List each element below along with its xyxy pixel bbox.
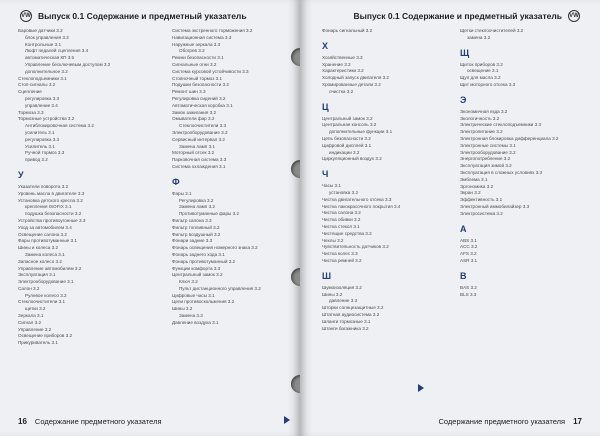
- index-letter-heading: Щ: [460, 47, 470, 58]
- index-entry: Сцепление: [18, 89, 42, 95]
- index-subentry: Обогрев 3.2: [179, 48, 205, 54]
- index-entry: Центральный замок 3.2: [172, 272, 223, 278]
- index-entry: Фонарь сигнальный 3.2: [322, 28, 373, 33]
- index-entry: Чистка двигательного отсека 3.3: [322, 196, 392, 202]
- index-subentry: привод 3.2: [25, 157, 48, 163]
- page-number: 16: [18, 417, 27, 426]
- index-entry: Фильтр топливный 3.2: [172, 224, 220, 230]
- index-entry: Замок зажигания 3.2: [172, 109, 217, 115]
- right-page-footer: [438, 417, 582, 426]
- footer-title: Содержание предметного указателя: [34, 417, 162, 426]
- index-entry: Чистка обивки 3.2: [322, 217, 361, 223]
- index-entry: Щит моторного отсека 3.3: [460, 81, 516, 87]
- index-subentry: управление 3.4: [25, 102, 58, 108]
- index-entry: Наружные зеркала 3.3: [172, 41, 221, 47]
- index-subentry: Управление бесключевым доступом 3.2: [25, 61, 111, 67]
- index-subentry: Замена колеса 3.1: [25, 251, 65, 257]
- index-entry: BAS 3.2: [460, 284, 477, 290]
- index-subentry: блок управления 3.3: [25, 34, 69, 40]
- index-entry: Уход за автомобилем 3.4: [18, 224, 72, 230]
- index-entry: Эксплуатация в сложных условиях 3.3: [460, 169, 543, 175]
- index-letter-heading: A: [460, 223, 467, 234]
- index-subentry: крепления ISOFIX 3.1: [25, 204, 72, 210]
- index-entry: Управление 3.2: [18, 326, 52, 332]
- next-page-arrow-icon: [284, 416, 290, 424]
- index-entry: Ремонт шин 3.3: [172, 89, 206, 95]
- index-entry: Эффективность 3.1: [460, 197, 503, 203]
- index-entry: Эксплуатация 3.1: [18, 272, 56, 278]
- index-entry: Фильтр воздушный 3.2: [172, 231, 221, 237]
- index-entry: Фонарь освещения номерного знака 3.2: [172, 245, 258, 251]
- index-letter-heading: Ч: [322, 169, 329, 180]
- index-entry: Фонари задние 3.3: [172, 238, 213, 244]
- index-entry: Омыватели фар 3.2: [172, 116, 215, 122]
- index-letter-heading: Ц: [322, 101, 329, 112]
- index-entry: Сервисный интервал 3.2: [172, 136, 225, 142]
- index-subentry: подушка безопасности 3.2: [25, 211, 82, 217]
- index-entry: Установка детского кресла 3.2: [18, 197, 83, 203]
- index-entry: Давление воздуха 3.1: [172, 319, 219, 325]
- index-entry: Указатели поворота 3.2: [18, 183, 69, 189]
- index-subentry: Замена 3.3: [179, 313, 203, 319]
- index-entry: ASR 3.1: [460, 257, 478, 263]
- index-subentry: Ручной тормоз 3.3: [25, 150, 65, 156]
- index-entry: Стоп-сигналы 3.2: [18, 82, 56, 88]
- index-subentry: установка 3.2: [329, 189, 359, 195]
- index-entry: Система экстренного торможения 3.2: [172, 28, 253, 33]
- vw-logo-icon: VW: [568, 10, 580, 22]
- index-entry: Фары противотуманные 3.1: [18, 238, 77, 244]
- index-entry: Электрические стеклоподъемники 3.3: [460, 122, 542, 128]
- index-subentry: Замена ламп 3.2: [179, 204, 215, 210]
- index-entry: Цифровой дисплей 3.1: [322, 142, 372, 148]
- index-entry: Тормозные устройства 3.2: [18, 116, 75, 122]
- index-entry: Цепь безопасности 3.2: [322, 135, 371, 141]
- right-index-column-1: [322, 28, 444, 332]
- index-subentry: усилитель 3.1: [25, 129, 55, 135]
- index-subentry: Противотуманные фары 3.2: [179, 211, 239, 217]
- index-entry: Электросистема 3.2: [460, 210, 503, 216]
- index-entry: Щуп для масла 3.2: [460, 75, 501, 81]
- index-entry: Цифровые часы 3.1: [172, 292, 215, 298]
- index-entry: Электронный иммобилайзер 3.3: [460, 203, 530, 209]
- index-entry: Чистящие средства 3.2: [322, 230, 372, 236]
- index-entry: Электропитание 3.2: [460, 129, 503, 135]
- index-entry: Хромированные детали 3.2: [322, 81, 381, 87]
- index-entry: Чистка колес 3.3: [322, 251, 358, 257]
- index-entry: Чувствительность датчиков 3.2: [322, 244, 389, 250]
- index-letter-heading: Ф: [172, 176, 180, 187]
- index-entry: Навигационная система 3.3: [172, 34, 232, 40]
- index-entry: BLS 3.3: [460, 291, 477, 297]
- right-page: [300, 0, 600, 436]
- index-subentry: освещение 3.1: [467, 68, 499, 74]
- index-entry: Хозяйственные 3.3: [322, 54, 363, 60]
- index-entry: ABS 3.1: [460, 237, 477, 243]
- index-entry: Ремни безопасности 3.1: [172, 55, 224, 61]
- index-subentry: Ключ 3.2: [179, 279, 198, 285]
- index-subentry: замена 3.2: [467, 34, 491, 40]
- index-entry: Стояночный тормоз 3.1: [172, 75, 223, 81]
- index-entry: Электронная блокировка дифференциала 3.2: [460, 135, 559, 141]
- right-page-header: [353, 10, 580, 22]
- index-entry: Фильтр салона 3.3: [172, 217, 212, 223]
- index-entry: Управление автомобилем 3.2: [18, 265, 82, 271]
- index-entry: Электрооборудование 3.2: [460, 149, 516, 155]
- index-entry: Сигнал 3.2: [18, 319, 41, 325]
- index-subentry: Рулевое колесо 3.2: [25, 292, 67, 298]
- index-entry: Регулировка сидений 3.2: [172, 95, 226, 101]
- index-entry: Электрооборудование 3.1: [18, 279, 74, 285]
- index-entry: Штатная аудиосистема 3.2: [322, 311, 380, 317]
- index-subentry: автоматическая КП 3.5: [25, 55, 75, 61]
- index-entry: Электрооборудование 3.2: [172, 129, 228, 135]
- index-subentry: дополнительные функции 3.1: [329, 129, 393, 135]
- index-entry: Запасное колесо 3.2: [18, 258, 62, 264]
- index-entry: Эксплуатация зимой 3.2: [460, 163, 512, 169]
- index-entry: Щиток приборов 3.2: [460, 61, 503, 67]
- index-entry: Характеристики 3.2: [322, 68, 364, 74]
- index-entry: Освещение приборов 3.2: [18, 333, 73, 339]
- page-number: 17: [573, 417, 582, 426]
- index-entry: Чистка лакокрасочного покрытия 3.4: [322, 203, 401, 209]
- index-letter-heading: У: [18, 169, 24, 180]
- index-letter-heading: Ш: [322, 270, 332, 281]
- index-subentry: регулировка 3.3: [25, 136, 60, 142]
- index-entry: Парковочная система 3.3: [172, 157, 227, 163]
- index-subentry: Замена ламп 3.1: [179, 143, 215, 149]
- index-subentry: дополнительное 3.2: [25, 68, 68, 74]
- index-entry: Щетки стеклоочистителей 3.2: [460, 28, 524, 33]
- left-page-header: [20, 10, 247, 22]
- footer-title: Содержание предметного указателя: [438, 417, 566, 426]
- left-page-header-title: Выпуск 0.1 Содержание и предметный указатель: [38, 11, 247, 21]
- index-letter-heading: Х: [322, 40, 329, 51]
- index-entry: Центральная консоль 3.2: [322, 122, 377, 128]
- index-entry: Система охлаждения 3.1: [172, 163, 226, 169]
- index-entry: Циркуляционный воздух 3.2: [322, 156, 382, 162]
- index-entry: Шины и колеса 3.2: [18, 245, 58, 251]
- index-entry: Экономичная езда 3.2: [460, 108, 508, 114]
- index-entry: Холодный запуск двигателя 3.2: [322, 75, 389, 81]
- left-page-footer: [18, 417, 162, 426]
- index-entry: Фонарь противотуманный 3.2: [172, 258, 236, 264]
- index-entry: Чистка стекол 3.1: [322, 223, 360, 229]
- index-entry: Сигнальные огни 3.2: [172, 61, 217, 67]
- index-entry: Экологичность 3.2: [460, 115, 500, 121]
- index-entry: Шумоизоляция 3.2: [322, 284, 362, 290]
- index-entry: Прикуриватель 3.1: [18, 340, 58, 346]
- index-entry: Чистка ремней 3.2: [322, 257, 362, 263]
- index-entry: Энергопотребление 3.2: [460, 156, 511, 162]
- index-entry: Электронные системы 3.1: [460, 142, 516, 148]
- index-entry: Тормоза 3.3: [18, 109, 44, 115]
- index-entry: Шины 3.2: [322, 291, 343, 297]
- index-entry: Уровень масла в двигателе 3.3: [18, 190, 85, 196]
- index-entry: Баровые датчики 3.2: [18, 28, 63, 33]
- index-entry: Моторный отсек 3.2: [172, 150, 215, 156]
- index-entry: Стеклоподъемники 3.1: [18, 75, 67, 81]
- index-entry: Эргономика 3.2: [460, 183, 494, 189]
- index-entry: Эмблема 3.1: [460, 176, 488, 182]
- index-subentry: давление 3.3: [329, 298, 358, 304]
- index-entry: Центральный замок 3.2: [322, 115, 373, 121]
- index-subentry: Люфт педалей сцепления 3.4: [25, 48, 89, 54]
- left-index-column-1: [18, 28, 140, 347]
- index-entry: Цепи противоскольжения 3.2: [172, 299, 235, 305]
- index-entry: Устройства противоугонные 3.3: [18, 217, 86, 223]
- index-entry: Чехлы 3.2: [322, 237, 344, 243]
- left-index-column-2: [172, 28, 294, 327]
- index-subentry: Пульт дистанционного управления 3.2: [179, 285, 261, 291]
- index-entry: Фары 3.1: [172, 190, 192, 196]
- index-subentry: Регулировка 3.2: [179, 197, 214, 203]
- index-subentry: очистка 3.2: [329, 88, 354, 94]
- index-subentry: Антиблокировочная система 3.2: [25, 123, 94, 129]
- index-entry: ACC 3.2: [460, 244, 478, 250]
- next-page-arrow-icon: [418, 384, 424, 392]
- index-letter-heading: B: [460, 270, 467, 281]
- right-index-column-2: [460, 28, 582, 298]
- index-entry: Шины 3.2: [172, 306, 193, 312]
- right-page-header-title: Выпуск 0.1 Содержание и предметный указатель: [353, 11, 562, 21]
- index-entry: Хранение 3.3: [322, 61, 351, 67]
- index-entry: Автоматическая коробка 3.1: [172, 102, 233, 108]
- index-subentry: щетки 3.2: [25, 306, 46, 312]
- index-entry: AFS 3.2: [460, 251, 477, 257]
- index-subentry: Усилитель 3.1: [25, 143, 55, 149]
- index-subentry: регулировка 3.3: [25, 95, 60, 101]
- index-entry: Экран 3.2: [460, 190, 481, 196]
- index-entry: Стеклоочистители 3.1: [18, 299, 66, 305]
- index-entry: Освещение салона 3.2: [18, 231, 67, 237]
- index-subentry: Контрольные 3.1: [25, 41, 62, 47]
- index-letter-heading: Э: [460, 94, 467, 105]
- index-subentry: индикации 3.2: [329, 149, 360, 155]
- index-entry: Система курсовой устойчивости 3.3: [172, 68, 249, 74]
- index-entry: Шторки солнцезащитные 3.2: [322, 305, 384, 311]
- index-entry: Штанги багажника 3.2: [322, 325, 369, 331]
- index-entry: Шланги тормозные 3.1: [322, 318, 371, 324]
- index-entry: Фонарь заднего хода 3.1: [172, 251, 225, 257]
- index-entry: Подушки безопасности 3.2: [172, 82, 229, 88]
- index-entry: Салон 3.2: [18, 285, 40, 291]
- vw-logo-icon: VW: [20, 10, 32, 22]
- index-entry: Функции комфорта 3.3: [172, 265, 221, 271]
- index-entry: Зеркала 3.1: [18, 313, 44, 319]
- index-entry: Чистка салона 3.2: [322, 210, 361, 216]
- index-subentry: Стеклоочистители 3.3: [179, 123, 227, 129]
- index-entry: Часы 3.1: [322, 183, 341, 189]
